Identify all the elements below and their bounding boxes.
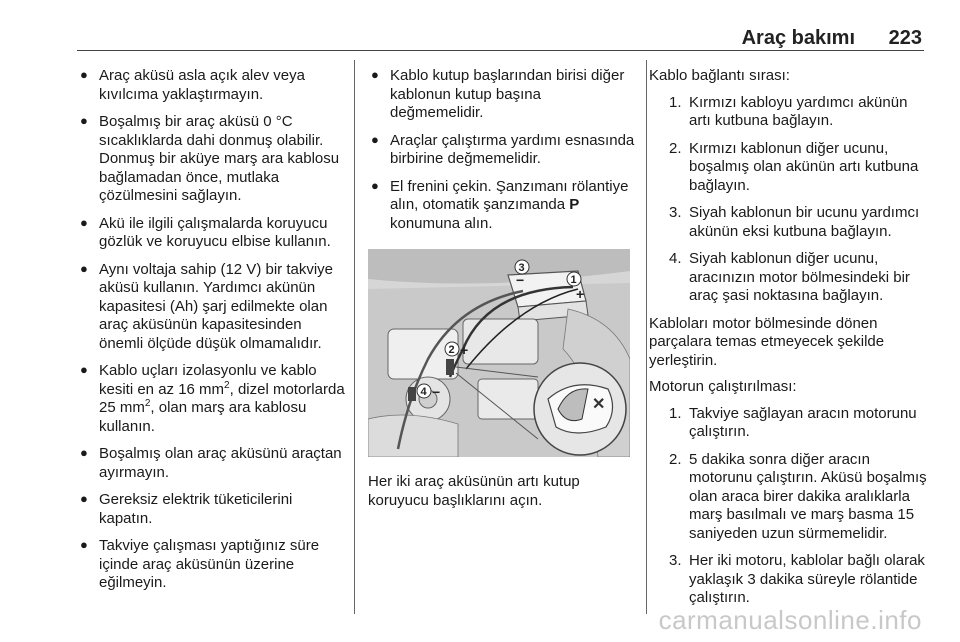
list-item: ● Kablo kutup başlarından birisi diğer kablonun kutup başına değmemelidir. — [368, 67, 636, 123]
column-divider-2 — [646, 60, 647, 614]
label-1-sign: + — [576, 286, 585, 302]
engine-bay-drawing — [368, 249, 630, 457]
column-left — [77, 67, 345, 602]
connect-steps — [649, 94, 931, 306]
list-item: 3. Her iki motoru, kablolar bağlı olarak yaklaşık 3 dakika süreyle rölantide çalıştırın. — [669, 552, 925, 606]
list-item: ● Aynı voltaja sahip (12 V) bir takviye aküsü kullanın. Yardımcı akünün kapasitesi (Ah) şarj edilmekte olan araç aküsünün kapasitesinden önemli ölçüde düşük olmamalıdır. — [77, 261, 345, 354]
svg-text:✕: ✕ — [592, 396, 606, 413]
list-item: ● Boşalmış bir araç aküsü 0 °C sıcaklıklarda dahi donmuş olabilir. Donmuş bir aküye marş ara kablosu bağlamadan önce, mutlaka çözülmesini sağlayın. — [77, 113, 345, 206]
label-2-sign: + — [460, 342, 469, 358]
connect-heading: Kablo bağlantı sırası: — [649, 67, 790, 84]
list-item: ● Boşalmış olan araç aküsünü araçtan ayırmayın. — [77, 445, 345, 482]
page-number: 223 — [888, 27, 922, 49]
label-4-sign: − — [432, 384, 441, 400]
start-steps — [649, 405, 931, 608]
list-item: 1. Kırmızı kabloyu yardımcı akünün artı kutbuna bağlayın. — [669, 93, 908, 129]
routing-note: Kabloları motor bölmesinde dönen parçalara temas etmeyecek şekilde yerleştirin. — [649, 314, 885, 369]
list-item: 1. Takviye sağlayan aracın motorunu çalıştırın. — [669, 404, 917, 440]
figure-caption: Her iki araç aküsünün artı kutup koruyucu başlıklarını açın. — [368, 473, 580, 509]
label-1: 1 — [570, 274, 577, 286]
safety-list — [77, 67, 345, 593]
page-header — [0, 0, 960, 52]
list-item: 4. Siyah kablonun diğer ucunu, aracınızın motor bölmesindeki bir araç şasi noktasına bağlayın. — [669, 250, 910, 304]
list-item: ● Takviye çalışması yaptığınız süre içinde araç aküsünün üzerine eğilmeyin. — [77, 537, 345, 593]
list-item-cable: ● Kablo uçları izolasyonlu ve kablo kesiti en az 16 $mm^2$, dizel motorlarda 25 $mm^2$, olan marş ara kablosu kullanın. — [77, 362, 345, 436]
column-middle — [368, 67, 636, 518]
header-rule — [77, 50, 924, 51]
column-divider-1 — [354, 60, 355, 614]
list-item: ● Araç aküsü asla açık alev veya kıvılcıma yaklaştırmayın. — [77, 67, 345, 104]
column-right — [649, 67, 931, 617]
section-title: Araç bakımı — [741, 27, 855, 49]
list-item: ● Araçlar çalıştırma yardımı esnasında birbirine değmemelidir. — [368, 132, 636, 169]
label-3: 3 — [518, 262, 525, 274]
list-item: 2. 5 dakika sonra diğer aracın motorunu çalıştırın. Aküsü boşalmış olan araca birer dakika aralıklarla marş basılmalı ve marş basma 15 saniyeden uzun sürmemelidir. — [669, 450, 927, 542]
list-item: ● Gereksiz elektrik tüketicilerini kapatın. — [77, 491, 345, 528]
list-item: 2. Kırmızı kablonun diğer ucunu, boşalmış olan akünün artı kutbuna bağlayın. — [669, 139, 919, 194]
engine-bay-illustration — [368, 249, 630, 457]
watermark: carmanualsonline.info — [658, 605, 922, 635]
label-2: 2 — [448, 344, 455, 356]
precaution-list — [368, 67, 636, 233]
list-item: ● Akü ile ilgili çalışmalarda koruyucu gözlük ve koruyucu elbise kullanın. — [77, 215, 345, 252]
list-item: 3. Siyah kablonun bir ucunu yardımcı akünün eksi kutbuna bağlayın. — [669, 204, 920, 240]
list-item-handbrake: ● El frenini çekin. Şanzımanı rölantiye alın, otomatik şanzımanda P konumuna alın. — [368, 178, 636, 234]
label-3-sign: − — [516, 272, 525, 288]
start-heading: Motorun çalıştırılması: — [649, 378, 797, 395]
label-4: 4 — [420, 386, 427, 398]
